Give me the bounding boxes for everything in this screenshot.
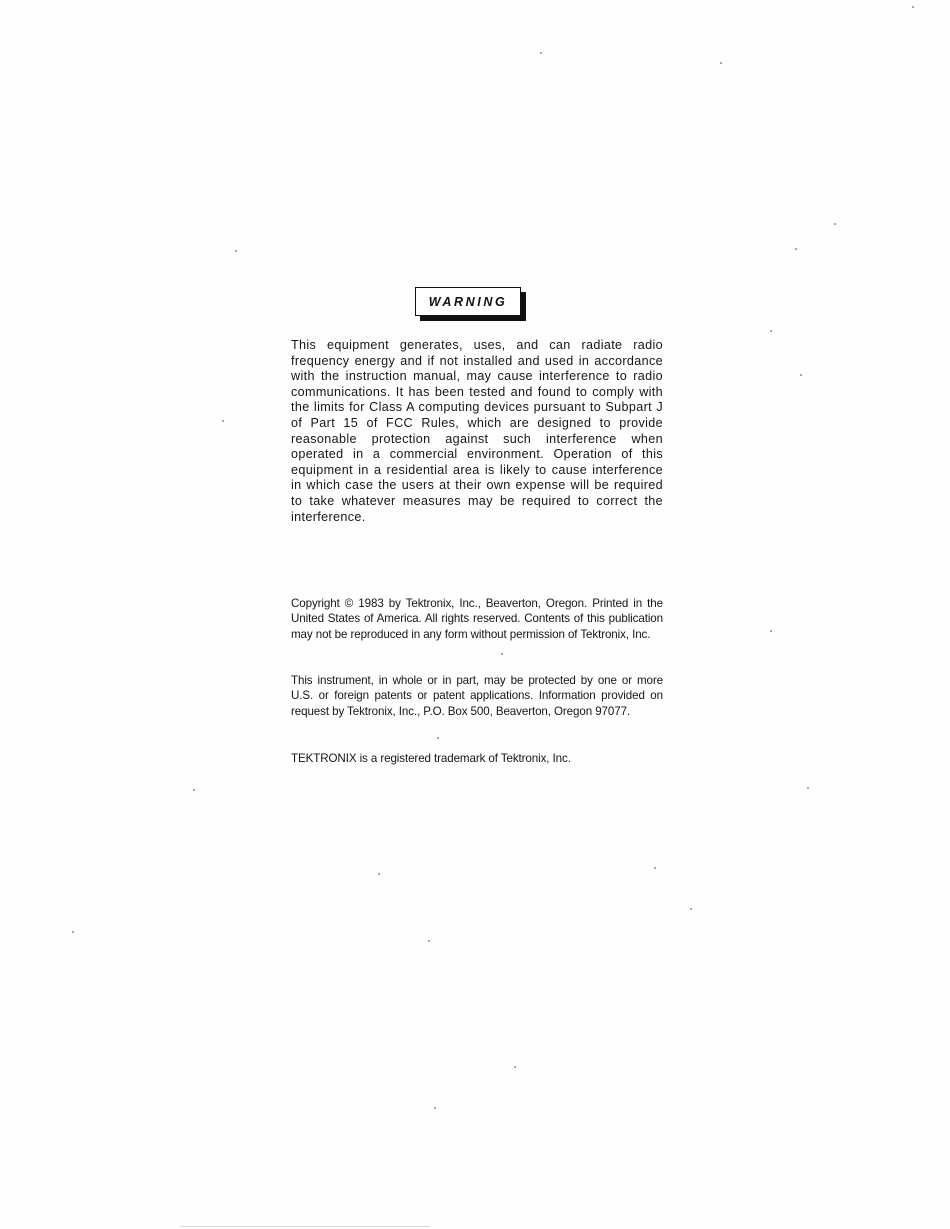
scan-speck: [501, 653, 503, 655]
warning-label: WARNING: [428, 294, 508, 309]
scan-speck: [834, 223, 836, 225]
warning-paragraph: This equipment generates, uses, and can radiate radio frequency energy and if not installed and used in accordance with the instruction manual, may cause interference to radio communications. It has been tested and found to comply with the limits for Class A computing devices pursuant to Subpart J of Part 15 of FCC Rules, which are designed to provide reasonable protection against such interference when operated in a commercial environment. Operation of this equipment in a residential area is likely to cause interference in which case the users at their own expense will be required to take whatever measures may be required to correct the interference.: [291, 338, 663, 524]
trademark-paragraph: TEKTRONIX is a registered trademark of Tektronix, Inc.: [291, 752, 571, 765]
scan-speck: [654, 867, 656, 869]
scan-edge: [180, 1226, 430, 1227]
scan-speck: [770, 330, 772, 332]
scan-speck: [770, 630, 772, 632]
scan-speck: [690, 908, 692, 910]
warning-badge: [415, 287, 521, 316]
scan-speck: [540, 52, 542, 54]
scan-speck: [807, 787, 809, 789]
scan-speck: [800, 374, 802, 376]
copyright-paragraph: Copyright © 1983 by Tektronix, Inc., Beaverton, Oregon. Printed in the United States of America. All rights reserved. Contents of this publication may not be reproduced in any form without permission of Tektronix, Inc.: [291, 597, 663, 641]
scan-speck: [72, 931, 74, 933]
scan-speck: [428, 940, 430, 942]
scan-speck: [795, 248, 797, 250]
scan-speck: [514, 1066, 516, 1068]
scan-speck: [437, 737, 439, 739]
scan-speck: [235, 250, 237, 252]
scan-speck: [720, 62, 722, 64]
scan-speck: [378, 873, 380, 875]
scan-speck: [193, 789, 195, 791]
scan-speck: [912, 6, 914, 8]
scan-speck: [434, 1107, 436, 1109]
patents-paragraph: This instrument, in whole or in part, may be protected by one or more U.S. or foreign patents or patent applications. Information provided on request by Tektronix, Inc., P.O. Box 500, Beaverton, Oregon 97077.: [291, 674, 663, 718]
scan-speck: [222, 420, 224, 422]
